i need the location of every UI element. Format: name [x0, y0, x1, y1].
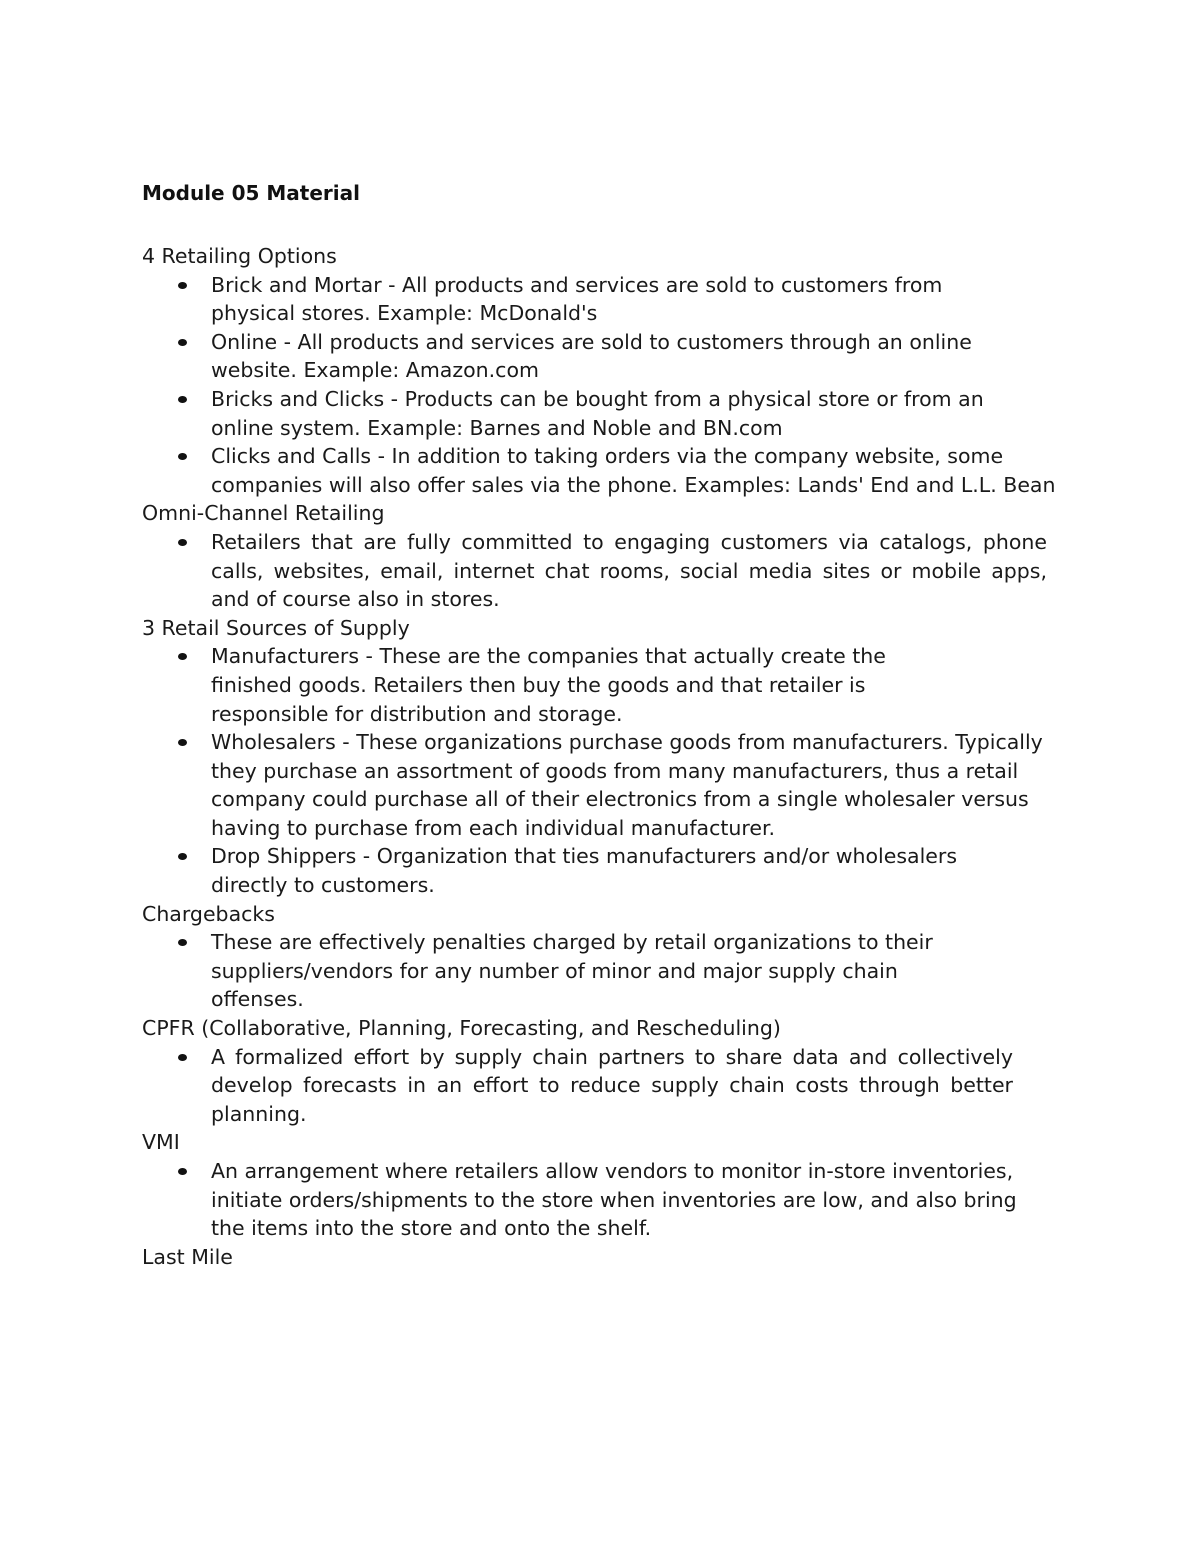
section-heading-omni-channel: Omni-Channel Retailing — [142, 501, 385, 526]
bullet-icon — [178, 653, 187, 660]
document-title: Module 05 Material — [142, 181, 360, 205]
cpfr-list — [142, 1043, 1057, 1129]
list-item-text: These are effectively penalties charged by retail organizations to their suppliers/vendors for any number of minor and major supply chain offenses. — [211, 930, 933, 1012]
list-item — [211, 328, 1047, 385]
vmi-list — [142, 1157, 1057, 1243]
list-item — [211, 271, 971, 328]
list-item-text: Retailers that are fully committed to engaging customers via catalogs, phone calls, websites, email, internet chat rooms, social media sites or mobile apps, and of course also in stores. — [211, 529, 1047, 612]
bullet-icon — [178, 282, 187, 289]
section-heading-sources-of-supply: 3 Retail Sources of Supply — [142, 615, 410, 640]
section-heading-cpfr: CPFR (Collaborative, Planning, Forecasting, and Rescheduling) — [142, 1016, 781, 1041]
omni-channel-list — [142, 528, 1057, 614]
list-item — [211, 1043, 1013, 1129]
retailing-options-list — [142, 271, 1057, 500]
bullet-icon — [178, 1054, 187, 1061]
list-item-text: Bricks and Clicks - Products can be bought from a physical store or from an online system. Example: Barnes and Noble and BN.com — [211, 386, 984, 440]
list-item — [211, 728, 1047, 842]
list-item-text: A formalized effort by supply chain partners to share data and collectively develop forecasts in an effort to reduce supply chain costs through better planning. — [211, 1044, 1013, 1126]
list-item — [211, 528, 1047, 614]
list-item — [211, 442, 1057, 499]
bullet-icon — [178, 539, 187, 546]
section-heading-retailing-options: 4 Retailing Options — [142, 244, 337, 268]
bullet-icon — [178, 853, 187, 860]
list-item-text: Manufacturers - These are the companies that actually create the finished goods. Retailers then buy the goods and that retailer is responsible for distribution and storage. — [211, 644, 886, 726]
list-item — [211, 928, 991, 1014]
list-item-text: Drop Shippers - Organization that ties manufacturers and/or wholesalers directly to customers. — [211, 844, 958, 898]
list-item-text: Brick and Mortar - All products and services are sold to customers from physical stores. Example: McDonald's — [211, 272, 943, 326]
chargebacks-list — [142, 928, 1057, 1014]
section-heading-chargebacks: Chargebacks — [142, 901, 275, 926]
sources-of-supply-list — [142, 642, 1057, 899]
bullet-icon — [178, 739, 187, 746]
section-heading-last-mile: Last Mile — [142, 1244, 233, 1269]
list-item — [211, 842, 1021, 899]
list-item-text: Wholesalers - These organizations purchase goods from manufacturers. Typically they purchase an assortment of goods from many manufacturers, thus a retail company could purchase all of their electronics from a single wholesaler versus having to purchase from each individual manufacturer. — [211, 730, 1043, 840]
bullet-icon — [178, 939, 187, 946]
list-item-text: An arrangement where retailers allow vendors to monitor in-store inventories, initiate orders/shipments to the store when inventories are low, and also bring the items into the store and onto the shelf. — [211, 1159, 1017, 1241]
bullet-icon — [178, 396, 187, 403]
bullet-icon — [178, 1168, 187, 1175]
list-item-text: Clicks and Calls - In addition to taking orders via the company website, some companies will also offer sales via the phone. Examples: Lands' End and L.L. Bean — [211, 444, 1056, 497]
section-heading-vmi: VMI — [142, 1130, 180, 1155]
bullet-icon — [178, 453, 187, 460]
list-item-text: Online - All products and services are sold to customers through an online website. Example: Amazon.com — [211, 329, 972, 383]
list-item — [211, 642, 941, 728]
list-item — [211, 385, 1047, 442]
document-page — [142, 178, 1057, 1271]
bullet-icon — [178, 339, 187, 346]
list-item — [211, 1157, 1047, 1243]
